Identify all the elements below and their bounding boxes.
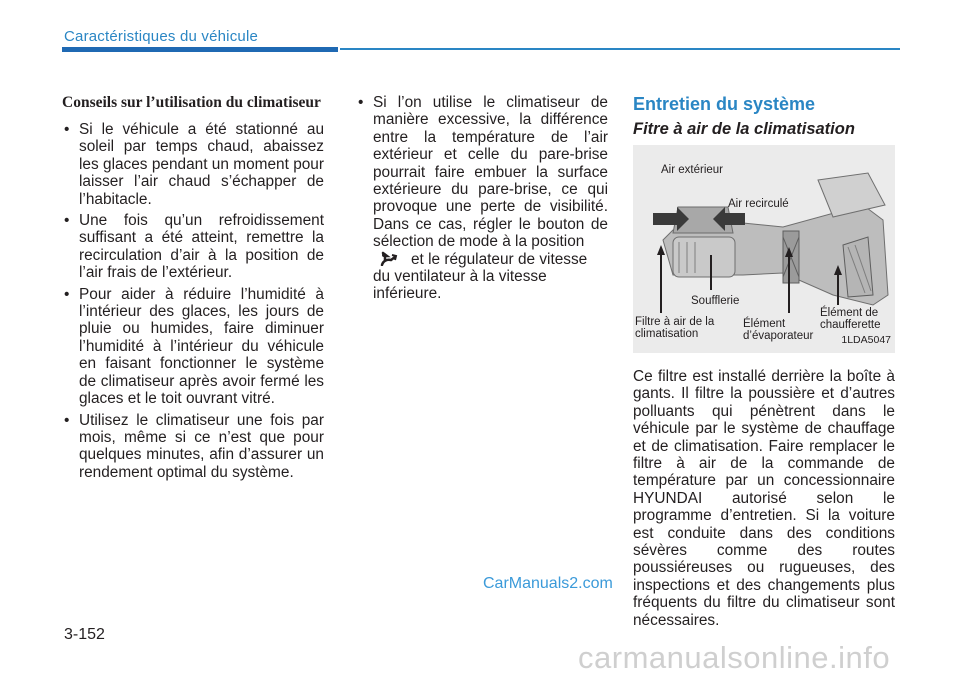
bullet-icon-line — [373, 251, 608, 303]
filter-paragraph: Ce filtre est installé derrière la boîte à gants. Il filtre la poussière et d’autres polluants qui pénètrent dans le véhicule par le système de chauffage et de climatisation. Faire remplacer le filtre à air de la commande de température par un concessionnaire HYUNDAI autorisé selon le programme d’entretien. Si la voiture est conduite dans des conditions sévères comme des routes poussiéreuses ou rugueuses, des inspections et des changements plus fréquents du filtre du climatiseur sont nécessaires. — [633, 368, 895, 629]
column-middle — [356, 94, 608, 307]
subsection-title-filter: Fitre à air de la climatisation — [633, 120, 855, 138]
list-item — [356, 94, 608, 303]
list-item: • Si le véhicule a été stationné au soleil par temps chaud, abaissez les glaces pendant un moment pour laisser l’air chaud s’échapper de l’habitacle. — [62, 121, 324, 208]
subheading-ac-tips: Conseils sur l’utilisation du climatiseur — [62, 94, 321, 111]
list-item: • Pour aider à réduire l’humidité à l’intérieur des glaces, les jours de pluie ou humides, faire diminuer l’humidité à l’intérieur du véhicule en faisant fonctionner le système de climatiseur après avoir fermé les glaces et le toit ouvrant vitré. — [62, 286, 324, 408]
tips-list-continued — [356, 94, 608, 303]
label-recirculated-air: Air recirculé — [728, 198, 789, 210]
floor-defrost-mode-icon — [373, 251, 405, 266]
label-evaporator: Élément d’évaporateur — [743, 318, 814, 342]
label-blower: Soufflerie — [691, 295, 740, 307]
figure-code: 1LDA5047 — [841, 333, 891, 346]
hvac-diagram — [633, 145, 895, 353]
bullet-text-part2: et le régulateur de vitesse du ventilateur à la vitesse inférieure. — [373, 250, 588, 303]
column-left — [62, 94, 324, 485]
section-title-maintenance: Entretien du système — [633, 94, 816, 114]
label-heater-core: Élément de chaufferette — [820, 307, 881, 331]
header-bar-dark — [62, 47, 338, 52]
list-item: • Une fois qu’un refroidissement suffisant a été atteint, remettre la recirculation d’air à la position de l’air frais de l’extérieur. — [62, 212, 324, 282]
tips-list — [62, 121, 324, 481]
bullet-text-part1: Si l’on utilise le climatiseur de manière excessive, la différence entre la température de l’air extérieur et celle du pare-brise pourrait faire embuer la surface extérieure du pare-brise, ce qui provoque une perte de visibilité. Dans ce cas, régler le bouton de sélection de mode à la position — [373, 94, 608, 251]
header-bar-light — [340, 48, 900, 50]
section-header-title: Caractéristiques du véhicule — [64, 28, 259, 45]
label-filter: Filtre à air de la climatisation — [635, 316, 715, 340]
list-item: • Utilisez le climatiseur une fois par mois, même si ce n’est que pour quelques minutes, afin d’assurer un rendement optimal du système. — [62, 412, 324, 482]
label-outside-air: Air extérieur — [661, 164, 723, 176]
watermark-carmanuals2: CarManuals2.com — [483, 575, 613, 592]
column-right — [633, 94, 895, 629]
page-number: 3-152 — [64, 626, 105, 643]
footer-watermark: carmanualsonline.info — [578, 640, 891, 675]
